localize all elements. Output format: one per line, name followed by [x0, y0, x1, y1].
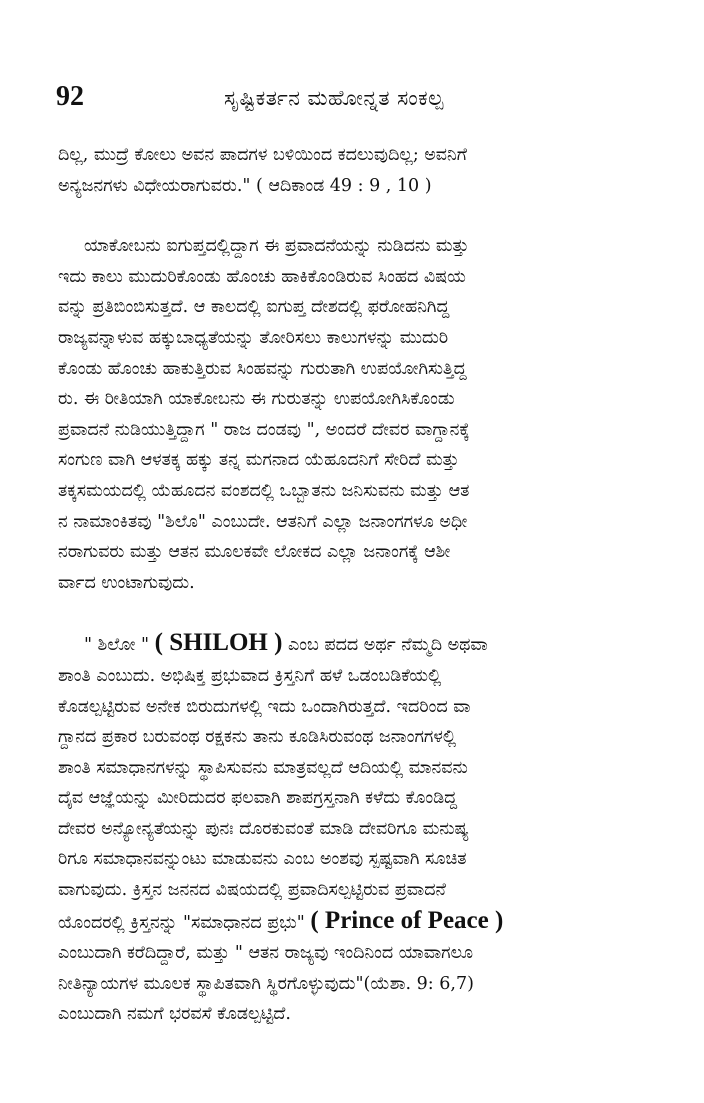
text-line: ಎಂಬುದಾಗಿ ನಮಗೆ ಭರವಸೆ ಕೊಡಲ್ಪಟ್ಟಿದೆ.	[58, 1004, 291, 1025]
text-line: ಕೊಂಡು ಹೊಂಚು ಹಾಕುತ್ತಿರುವ ಸಿಂಹವನ್ನು ಗುರುತಾಗಿ ಉಪಯೋಗಿಸುತ್ತಿದ್ದ	[58, 358, 467, 379]
page-header	[56, 80, 656, 124]
paragraph-1	[58, 140, 670, 201]
text-line: ಪ್ರವಾದನೆ ನುಡಿಯುತ್ತಿದ್ದಾಗ " ರಾಜ ದಂಡವು ", ಅಂದರೆ ದೇವರ ವಾಗ್ದಾನಕ್ಕೆ	[58, 419, 470, 440]
prince-line-text: ಯೊಂದರಲ್ಲಿ ಕ್ರಿಸ್ತನನ್ನು "ಸಮಾಧಾನದ ಪ್ರಭು"	[58, 912, 305, 933]
text-line: ಸಂಗುಣ ವಾಗಿ ಆಳತಕ್ಕ ಹಕ್ಕು ತನ್ನ ಮಗನಾದ ಯೆಹೂದನಿಗೆ ಸೇರಿದೆ ಮತ್ತು	[58, 450, 459, 471]
running-title: ಸೃಷ್ಟಿಕರ್ತನ ಮಹೋನ್ನತ ಸಂಕಲ್ಪ	[224, 86, 444, 110]
paragraph-2	[58, 231, 670, 598]
prince-of-peace-term: ( Prince of Peace )	[310, 906, 504, 934]
text-line	[58, 692, 670, 723]
text-line: ನೀತಿನ್ಯಾಯಗಳ ಮೂಲಕ ಸ್ಥಾಪಿತವಾಗಿ ಸ್ಥಿರಗೊಳ್ಳುವುದು"(ಯೆಶಾ. 9: 6,7)	[58, 973, 474, 994]
text-line: ಶಾಂತಿ ಎಂಬುದು. ಅಭಿಷಿಕ್ತ ಪ್ರಭುವಾದ ಕ್ರಿಸ್ತನಿಗೆ ಹಳೆ ಒಡಂಬಡಿಕೆಯಲ್ಲಿ	[58, 665, 442, 686]
text-line: ಯಾಕೋಬನು ಐಗುಪ್ತದಲ್ಲಿದ್ದಾಗ ಈ ಪ್ರವಾದನೆಯನ್ನು ನುಡಿದನು ಮತ್ತು	[84, 236, 469, 257]
page-number: 92	[56, 81, 84, 112]
text-line: ಇದು ಕಾಲು ಮುದುರಿಕೊಂಡು ಹೊಂಚು ಹಾಕಿಕೊಂಡಿರುವ ಸಿಂಹದ ವಿಷಯ	[58, 266, 466, 287]
shiloh-latin-term: ( SHILOH )	[154, 629, 283, 657]
text-line	[58, 906, 670, 939]
text-line: ರು. ಈ ರೀತಿಯಾಗಿ ಯಾಕೋಬನು ಈ ಗುರುತನ್ನು ಉಪಯೋಗಿಸಿಕೊಂಡು	[58, 389, 455, 410]
text-line: ದೇವರ ಅನ್ಯೋನ್ಯತೆಯನ್ನು ಪುನಃ ದೊರಕುವಂತೆ ಮಾಡಿ ದೇವರಿಗೂ ಮನುಷ್ಯ	[58, 818, 469, 839]
text-line: ರ್ವಾದ ಉಂಟಾಗುವುದು.	[58, 572, 195, 593]
text-line: ನ ನಾಮಾಂಕಿತವು "ಶಿಲೊ" ಎಂಬುದೇ. ಆತನಿಗೆ ಎಲ್ಲಾ ಜನಾಂಗಗಳೂ ಅಧೀ	[58, 511, 468, 532]
text-line: ಶಾಂತಿ ಸಮಾಧಾನಗಳನ್ನು ಸ್ಥಾಪಿಸುವನು ಮಾತ್ರವಲ್ಲದೆ ಆದಿಯಲ್ಲಿ ಮಾನವನು	[58, 757, 468, 778]
text-line: ಅನ್ಯಜನಗಳು ವಿಧೇಯರಾಗುವರು." ( ಆದಿಕಾಂಡ 49 : 9 , 10 )	[58, 175, 432, 196]
text-line: ವನ್ನು ಪ್ರತಿಬಿಂಬಿಸುತ್ತದೆ. ಆ ಕಾಲದಲ್ಲಿ ಐಗುಪ್ತ ದೇಶದಲ್ಲಿ ಫರೋಹನಿಗಿದ್ದ	[58, 297, 450, 318]
text-line: ತಕ್ಕಸಮಯದಲ್ಲಿ ಯೆಹೂದನ ವಂಶದಲ್ಲಿ ಒಬ್ಬಾತನು ಜನಿಸುವನು ಮತ್ತು ಆತ	[58, 480, 470, 501]
text-line: ಎಂಬುದಾಗಿ ಕರೆದಿದ್ದಾರೆ, ಮತ್ತು " ಆತನ ರಾಜ್ಯವು ಇಂದಿನಿಂದ ಯಾವಾಗಲೂ	[58, 943, 474, 964]
shiloh-line-rest: ಎಂಬ ಪದದ ಅರ್ಥ ನೆಮ್ಮದಿ ಅಥವಾ	[288, 635, 488, 656]
text-line: ದೈವ ಆಜ್ಞೆಯನ್ನು ಮೀರಿದುದರ ಫಲವಾಗಿ ಶಾಪಗ್ರಸ್ತನಾಗಿ ಕಳೆದು ಕೊಂಡಿದ್ದ	[58, 788, 458, 809]
text-line: ರಿಗೂ ಸಮಾಧಾನವನ್ನುಂಟು ಮಾಡುವನು ಎಂಬ ಅಂಶವು ಸ್ಪಷ್ಟವಾಗಿ ಸೂಚಿತ	[58, 849, 467, 870]
shiloh-line3: ಕೊಡಲ್ಪಟ್ಟಿರುವ ಅನೇಕ ಬಿರುದುಗಳಲ್ಲಿ ಇದು ಒಂದಾಗಿರುತ್ತದೆ.	[58, 696, 392, 717]
shiloh-quote: " ಶಿಲೋ "	[84, 635, 150, 656]
paragraph-3	[58, 628, 670, 1030]
text-line: ದಿಲ್ಲ, ಮುದ್ರೆ ಕೋಲು ಅವನ ಪಾದಗಳ ಬಳಿಯಿಂದ ಕದಲುವುದಿಲ್ಲ; ಅವನಿಗೆ	[58, 145, 467, 165]
text-line: ವಾಗುವುದು. ಕ್ರಿಸ್ತನ ಜನನದ ವಿಷಯದಲ್ಲಿ ಪ್ರವಾದಿಸಲ್ಪಟ್ಟಿರುವ ಪ್ರವಾದನೆ	[58, 880, 446, 901]
text-line: ನರಾಗುವರು ಮತ್ತು ಆತನ ಮೂಲಕವೇ ಲೋಕದ ಎಲ್ಲಾ ಜನಾಂಗಕ್ಕೆ ಆಶೀ	[58, 542, 451, 563]
text-fragment: ಇದರಿಂದ ವಾ	[396, 696, 471, 717]
text-line: ಗ್ದಾನದ ಪ್ರಕಾರ ಬರುವಂಥ ರಕ್ಷಕನು ತಾನು ಕೂಡಿಸಿರುವಂಥ ಜನಾಂಗಗಳಲ್ಲಿ	[58, 727, 457, 748]
text-line	[58, 628, 670, 661]
text-line: ರಾಜ್ಯವನ್ನಾಳುವ ಹಕ್ಕುಬಾಧ್ಯತೆಯನ್ನು ತೋರಿಸಲು ಕಾಲುಗಳನ್ನು ಮುದುರಿ	[58, 327, 449, 348]
body-text	[58, 140, 670, 1030]
